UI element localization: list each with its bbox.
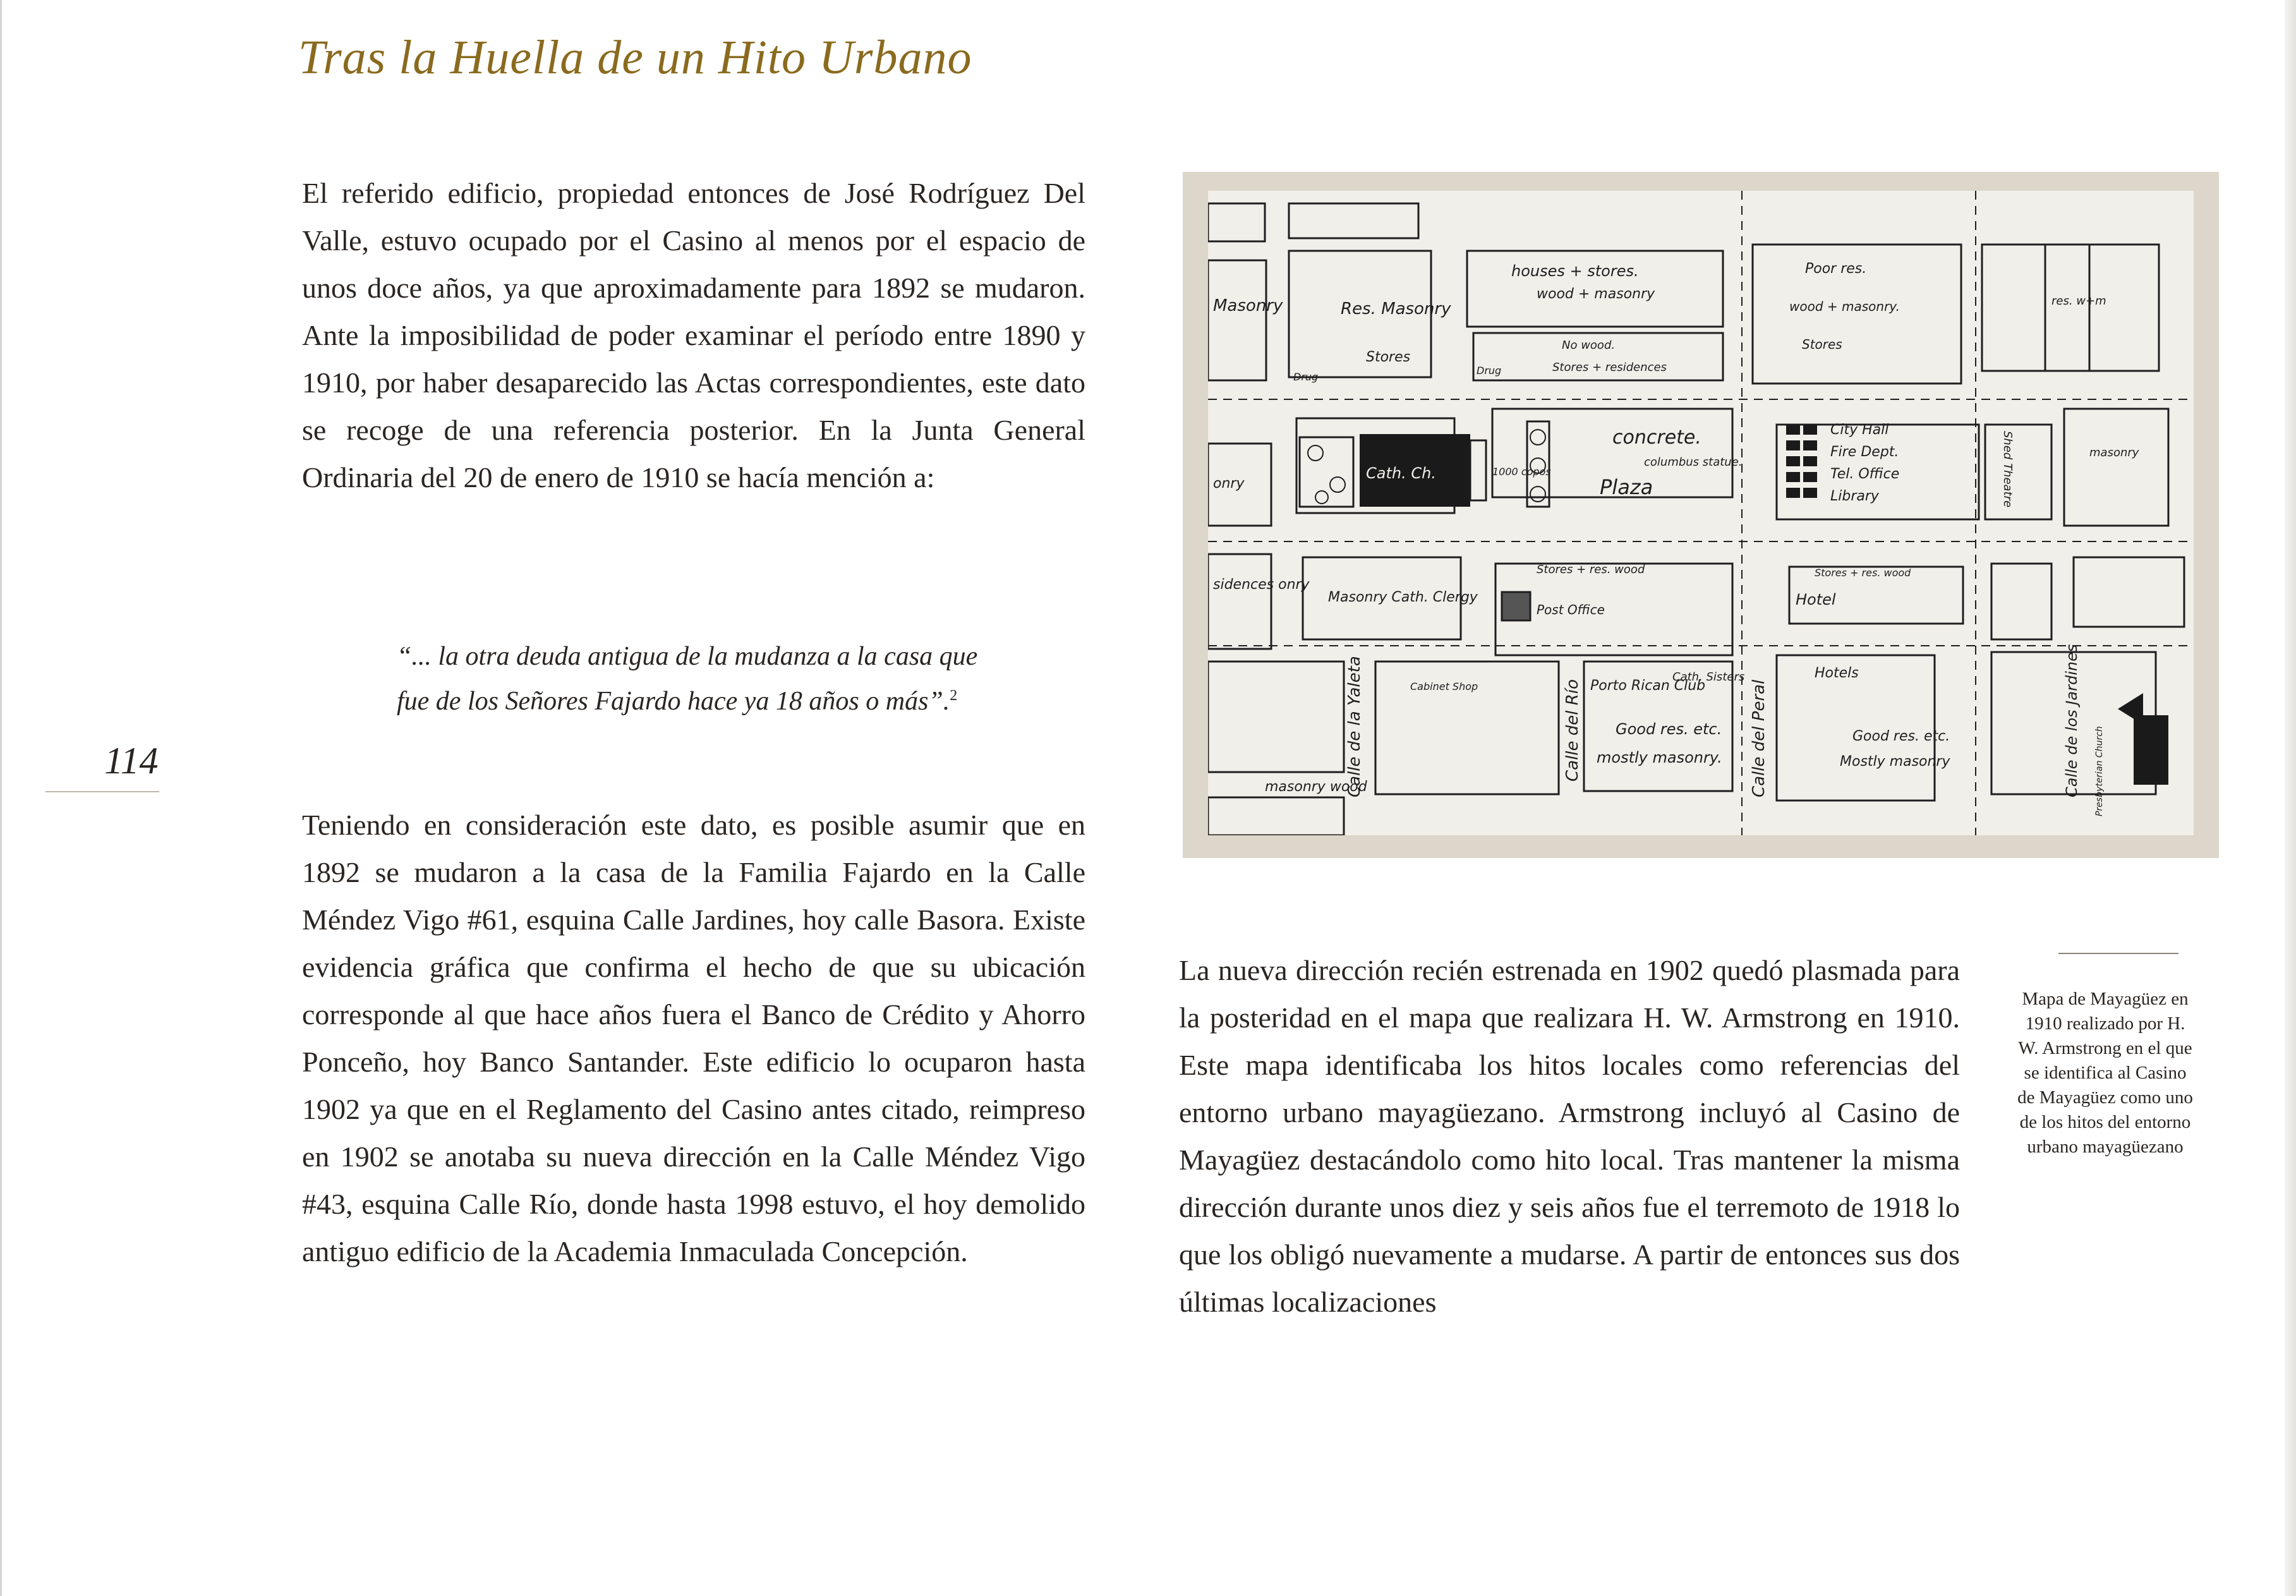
left-paragraph-2: Teniendo en consideración este dato, es posible asumir que en 1892 se mudaron a la casa de la Familia Fajardo en la Calle Méndez Vigo #61, esquina Calle Jardines, hoy calle Basora. Existe evidencia gráfica que confirma el hecho de que su ubicación corresponde al que hace años fuera el Banco de Crédito y Ahorro Ponceño, hoy Banco Santander. Este edificio lo ocuparon hasta 1902 ya que en el Reglamento del Casino antes citado, reimpreso en 1902 se anotaba su nueva dirección en la Calle Méndez Vigo #43, esquina Calle Río, donde hasta 1998 estuvo, el hoy demolido antiguo edificio de la Academia Inmaculada Concepción. [302,809,1085,1267]
map-label: concrete. [1612,426,1701,449]
map-figure [1183,172,2219,858]
map-label: Cath. Ch. [1366,464,1436,482]
map-label: 1000 copos [1492,466,1551,478]
map-label: mostly masonry. [1597,749,1722,766]
map-label: Stores [1366,349,1411,365]
map-label: wood + masonry [1537,286,1655,302]
map-label: City Hall [1830,422,1889,438]
map-label: res. w+m [2051,294,2106,308]
map-label: Good res. etc. [1852,728,1950,744]
map-caption: Mapa de Mayagüez en 1910 realizado por H. W. Armstrong en el que se identifica al Casino de Mayagüez como uno de los hitos del entorno urbano mayagüezano [2017,989,2193,1157]
map-label: Good res. etc. [1616,720,1722,738]
map-label: masonry [2089,446,2139,459]
map-label: houses + stores. [1511,262,1639,280]
map-label: Hotel [1796,591,1836,608]
quote-text: “... la otra deuda antigua de la mudanza a la casa que fue de los Señores Fajardo hace ya 18 años o más”. [397,642,978,716]
map-label: Poor res. [1805,261,1867,277]
map-label: No wood. [1562,339,1616,352]
map-label: Calle de los Jardines [2063,644,2081,797]
map-label: Fire Dept. [1830,444,1899,460]
map-label: Mostly masonry [1840,754,1950,770]
map-label: onry [1213,476,1245,492]
map-label: Shed Theatre [2001,431,2014,508]
map-label: Stores + residences [1552,361,1667,374]
right-paragraph-1: La nueva dirección recién estrenada en 1902 quedó plasmada para la posteridad en el mapa que realizara H. W. Armstrong en 1910. Este mapa identificaba los hitos locales como referencias del entorno urbano mayagüezano. Armstrong incluyó al Casino de Mayagüez destacándolo como hito local. Tras mantener la misma dirección durante unos diez y seis años fue el terremoto de 1918 lo que los obligó nuevamente a mudarse. A partir de entonces sus dos últimas localizaciones [1179,954,1960,1318]
map-label: Cabinet Shop [1410,680,1478,692]
armstrong-map [1208,191,2194,835]
page-left-edge [0,0,2,1596]
map-label: Masonry [1213,296,1283,315]
presbyterian-church-marker [2134,715,2168,785]
map-label: Stores + res. wood [1815,567,1911,579]
post-office-marker [1502,592,1530,620]
map-label: Cath. Sisters [1672,670,1745,684]
map-label: Stores [1802,337,1842,352]
block-quote [397,637,997,721]
map-label: Library [1830,488,1879,504]
page-number-rule [45,791,159,792]
map-label: Porto Rican Club [1590,678,1706,694]
map-label: Stores + res. wood [1537,563,1645,576]
map-label: masonry wood [1265,779,1367,795]
map-label: Tel. Office [1830,466,1900,482]
page-right-edge [2285,0,2296,1596]
map-label: wood + masonry. [1789,299,1900,314]
map-label: Res. Masonry [1341,299,1451,318]
caption-rule [2058,953,2178,954]
map-label: columbus statue. [1644,456,1743,469]
map-label: Calle del Río [1563,679,1582,782]
page-number: 114 [104,740,159,782]
map-label: Post Office [1537,602,1605,617]
map-label: Calle del Peral [1749,679,1768,797]
map-label: Calle de la Yaleta [1345,656,1364,797]
left-paragraph-1: El referido edificio, propiedad entonces de José Rodríguez Del Valle, estuvo ocupado por el Casino al menos por el espacio de unos doce años, ya que aproximadamente para 1892 se mudaron. Ante la imposibilidad de poder examinar el período entre 1890 y 1910, por haber desaparecido las Actas correspondientes, este dato se recoge de una referencia posterior. En la Junta General Ordinaria del 20 de enero de 1910 se hacía mención a: [302,177,1085,493]
quote-footnote: 2 [950,687,958,704]
map-label: Masonry Cath. Clergy [1328,589,1478,605]
map-label: Hotels [1815,665,1859,681]
map-label: Plaza [1600,475,1653,499]
map-label: Drug [1477,365,1502,377]
running-title: Tras la Huella de un Hito Urbano [298,31,972,84]
map-label: sidences onry [1213,577,1310,593]
map-label: Drug [1293,371,1319,383]
map-label: Presbyterian Church [2094,726,2105,816]
